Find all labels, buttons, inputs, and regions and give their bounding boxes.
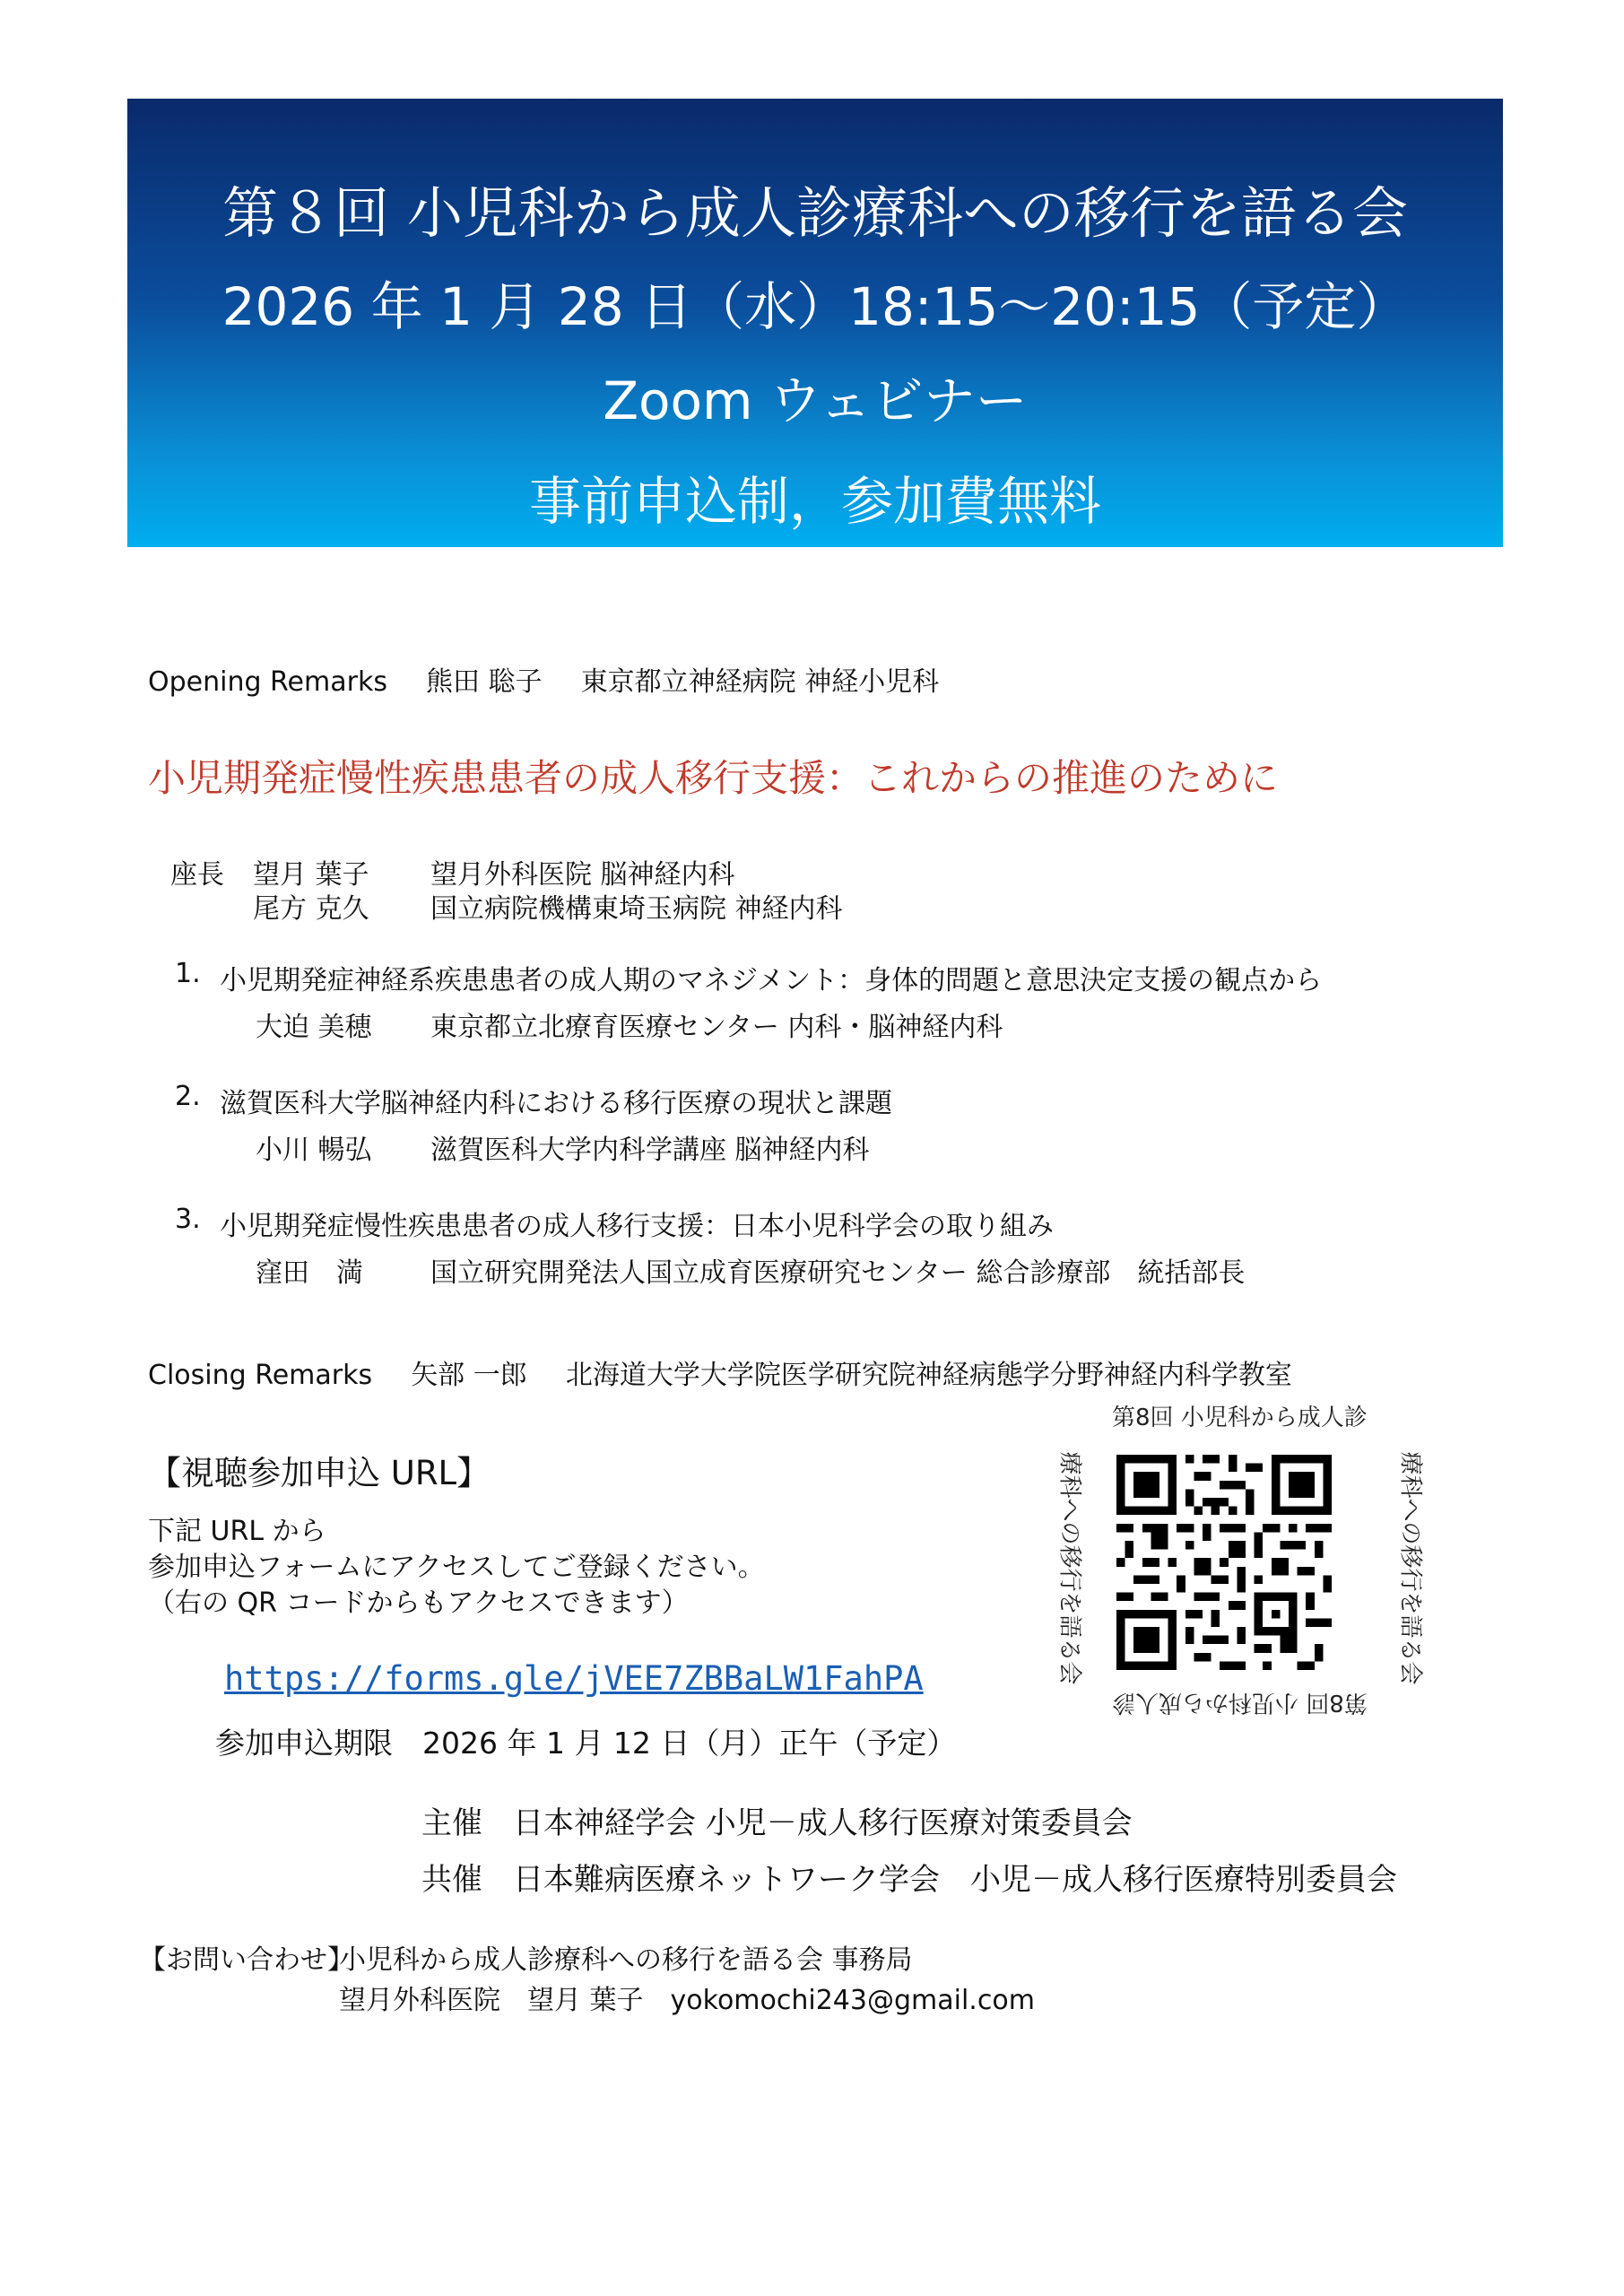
closing-label: Closing Remarks bbox=[148, 1360, 373, 1391]
chair-name: 望月 葉子 bbox=[253, 859, 369, 891]
opening-remarks bbox=[148, 659, 939, 699]
contact-line: 小児科から成人診療科への移行を語る会 事務局 bbox=[339, 1944, 913, 1976]
registration-link[interactable]: https://forms.gle/jVEE7ZBBaLW1FahPA bbox=[224, 1659, 924, 1698]
chair-affiliation: 望月外科医院 脳神経内科 bbox=[430, 859, 735, 891]
talk-speaker: 窪田 満 bbox=[256, 1257, 363, 1289]
talk-number: 2. bbox=[175, 1081, 201, 1112]
talk-number: 3. bbox=[175, 1204, 201, 1235]
qr-label: 第8回 小児科から成人診 bbox=[1112, 1689, 1368, 1716]
talk-title: 小児期発症慢性疾患患者の成人移行支援：日本小児科学会の取り組み bbox=[220, 1211, 1054, 1242]
apply-line: 参加申込フォームにアクセスしてご登録ください。 bbox=[148, 1552, 765, 1583]
event-datetime: 2026 年 1 月 28 日（水）18:15～20:15（予定） bbox=[221, 276, 1409, 337]
apply-deadline: 参加申込期限 2026 年 1 月 12 日（月）正午（予定） bbox=[215, 1726, 957, 1761]
host-organizer: 主催 日本神経学会 小児－成人移行医療対策委員会 bbox=[421, 1805, 1133, 1841]
chair-affiliation: 国立病院機構東埼玉病院 神経内科 bbox=[430, 893, 843, 925]
opening-name: 熊田 聡子 bbox=[426, 666, 543, 698]
apply-line: （右の QR コードからもアクセスできます） bbox=[148, 1587, 689, 1619]
qr-label: 療科への移行を語る会 bbox=[1396, 1451, 1424, 1685]
header-banner bbox=[127, 99, 1503, 547]
talk-title: 小児期発症神経系疾患患者の成人期のマネジメント：身体的問題と意思決定支援の観点から bbox=[220, 965, 1323, 996]
talk-title: 滋賀医科大学脳神経内科における移行医療の現状と課題 bbox=[220, 1088, 892, 1119]
cohost-organizer: 共催 日本難病医療ネットワーク学会 小児－成人移行医療特別委員会 bbox=[421, 1862, 1397, 1898]
contact-label: 【お問い合わせ】 bbox=[139, 1944, 354, 1976]
talk-speaker: 大迫 美穂 bbox=[256, 1012, 372, 1043]
talk-number: 1. bbox=[175, 958, 201, 989]
qr-code-block bbox=[1055, 1399, 1424, 1722]
event-registration: 事前申込制，参加費無料 bbox=[528, 471, 1101, 532]
qr-label: 療科への移行を語る会 bbox=[1055, 1451, 1083, 1685]
symposium-title: 小児期発症慢性疾患患者の成人移行支援：これからの推進のために bbox=[148, 756, 1279, 800]
chair-name: 尾方 克久 bbox=[253, 893, 369, 925]
closing-affiliation: 北海道大学大学院医学研究院神経病態学分野神経内科学教室 bbox=[565, 1360, 1292, 1391]
talk-speaker: 小川 暢弘 bbox=[256, 1135, 372, 1166]
talk-affiliation: 国立研究開発法人国立成育医療研究センター 総合診療部 統括部長 bbox=[430, 1257, 1246, 1289]
apply-heading: 【視聴参加申込 URL】 bbox=[148, 1454, 491, 1492]
closing-name: 矢部 一郎 bbox=[411, 1360, 527, 1391]
talk-affiliation: 滋賀医科大学内科学講座 脳神経内科 bbox=[430, 1135, 870, 1166]
contact-line: 望月外科医院 望月 葉子 yokomochi243@gmail.com bbox=[339, 1985, 1035, 2016]
chair-label: 座長 bbox=[170, 859, 224, 891]
talk-affiliation: 東京都立北療育医療センター 内科・脳神経内科 bbox=[430, 1012, 1003, 1043]
opening-affiliation: 東京都立神経病院 神経小児科 bbox=[580, 666, 940, 698]
closing-remarks bbox=[148, 1352, 1292, 1392]
apply-line: 下記 URL から bbox=[148, 1516, 326, 1547]
event-format: Zoom ウェビナー bbox=[603, 370, 1028, 431]
qr-label: 第8回 小児科から成人診 bbox=[1112, 1405, 1368, 1431]
opening-label: Opening Remarks bbox=[148, 666, 387, 698]
qr-code-icon[interactable] bbox=[1116, 1455, 1332, 1670]
event-title: 第８回 小児科から成人診療科への移行を語る会 bbox=[222, 180, 1408, 246]
